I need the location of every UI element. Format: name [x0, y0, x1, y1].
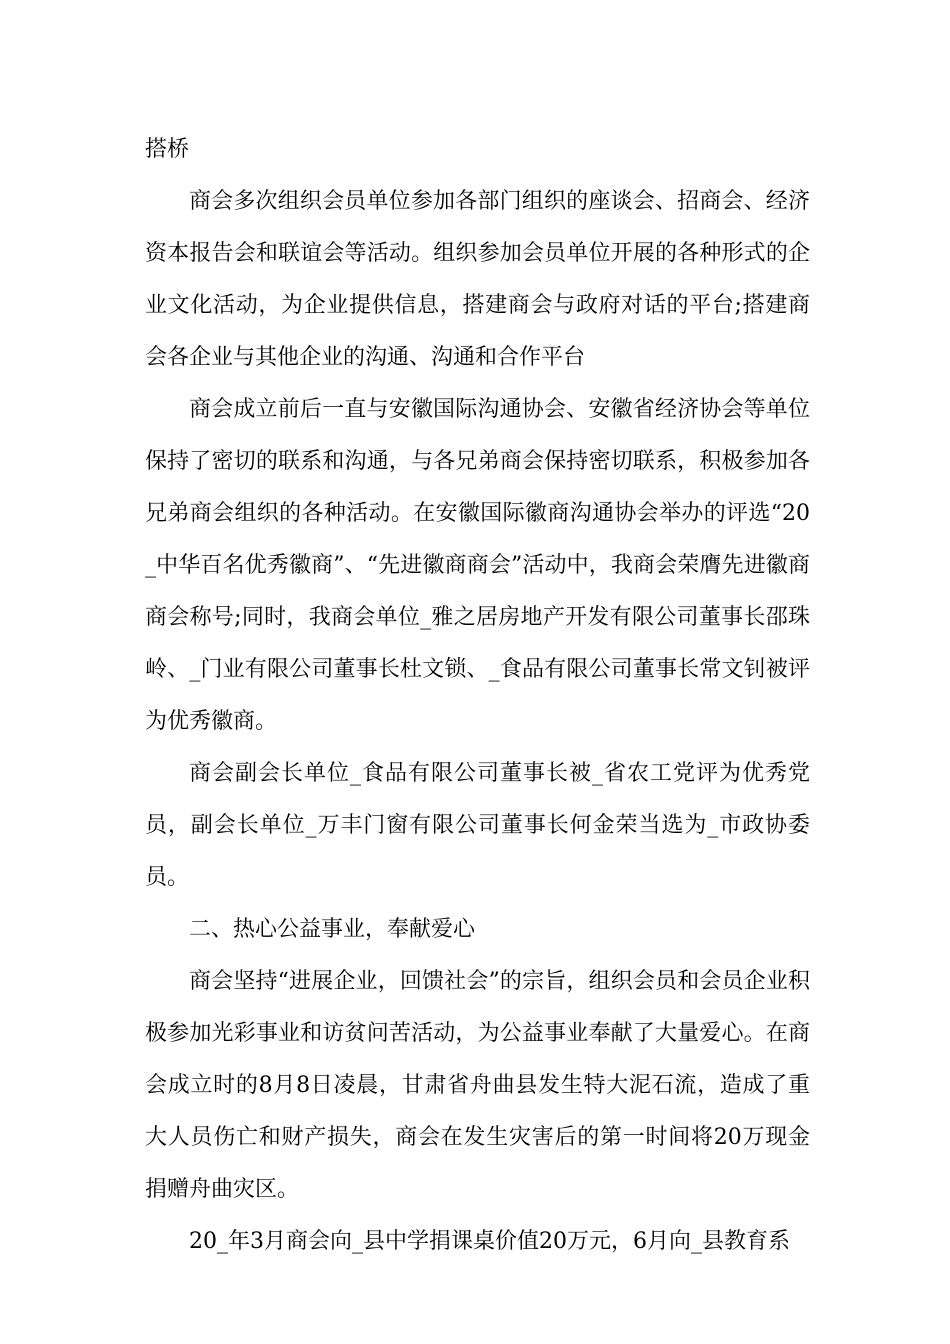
- section-heading: 二、热心公益事业，奉献爱心: [189, 917, 476, 942]
- paragraph-4: 商会副会长单位_食品有限公司董事长被_省农工党评为优秀党员，副会长单位_万丰门窗有限公司董事长何金荣当选为_市政协委员。: [145, 761, 810, 890]
- document-page: [145, 124, 810, 1268]
- paragraph-1: 搭桥: [145, 137, 190, 162]
- paragraph-6: 20_年3月商会向_县中学捐课桌价值20万元，6月向_县教育系: [189, 1229, 790, 1254]
- paragraph-5: 商会坚持“进展企业，回馈社会”的宗旨，组织会员和会员企业积极参加光彩事业和访贫问苦活动，为公益事业奉献了大量爱心。在商会成立时的8月8日凌晨，甘肃省舟曲县发生特大泥石流，造成了重大人员伤亡和财产损失，商会在发生灾害后的第一时间将20万现金捐赠舟曲灾区。: [145, 969, 810, 1202]
- paragraph-2: 商会多次组织会员单位参加各部门组织的座谈会、招商会、经济资本报告会和联谊会等活动。组织参加会员单位开展的各种形式的企业文化活动，为企业提供信息，搭建商会与政府对话的平台;搭建商会各企业与其他企业的沟通、沟通和合作平台: [145, 189, 810, 370]
- paragraph-3: 商会成立前后一直与安徽国际沟通协会、安徽省经济协会等单位保持了密切的联系和沟通，与各兄弟商会保持密切联系，积极参加各兄弟商会组织的各种活动。在安徽国际徽商沟通协会举办的评选“20_中华百名优秀徽商”、“先进徽商商会”活动中，我商会荣膺先进徽商商会称号;同时，我商会单位_雅之居房地产开发有限公司董事长邵珠岭、_门业有限公司董事长杜文锁、_食品有限公司董事长常文钊被评为优秀徽商。: [145, 397, 810, 734]
